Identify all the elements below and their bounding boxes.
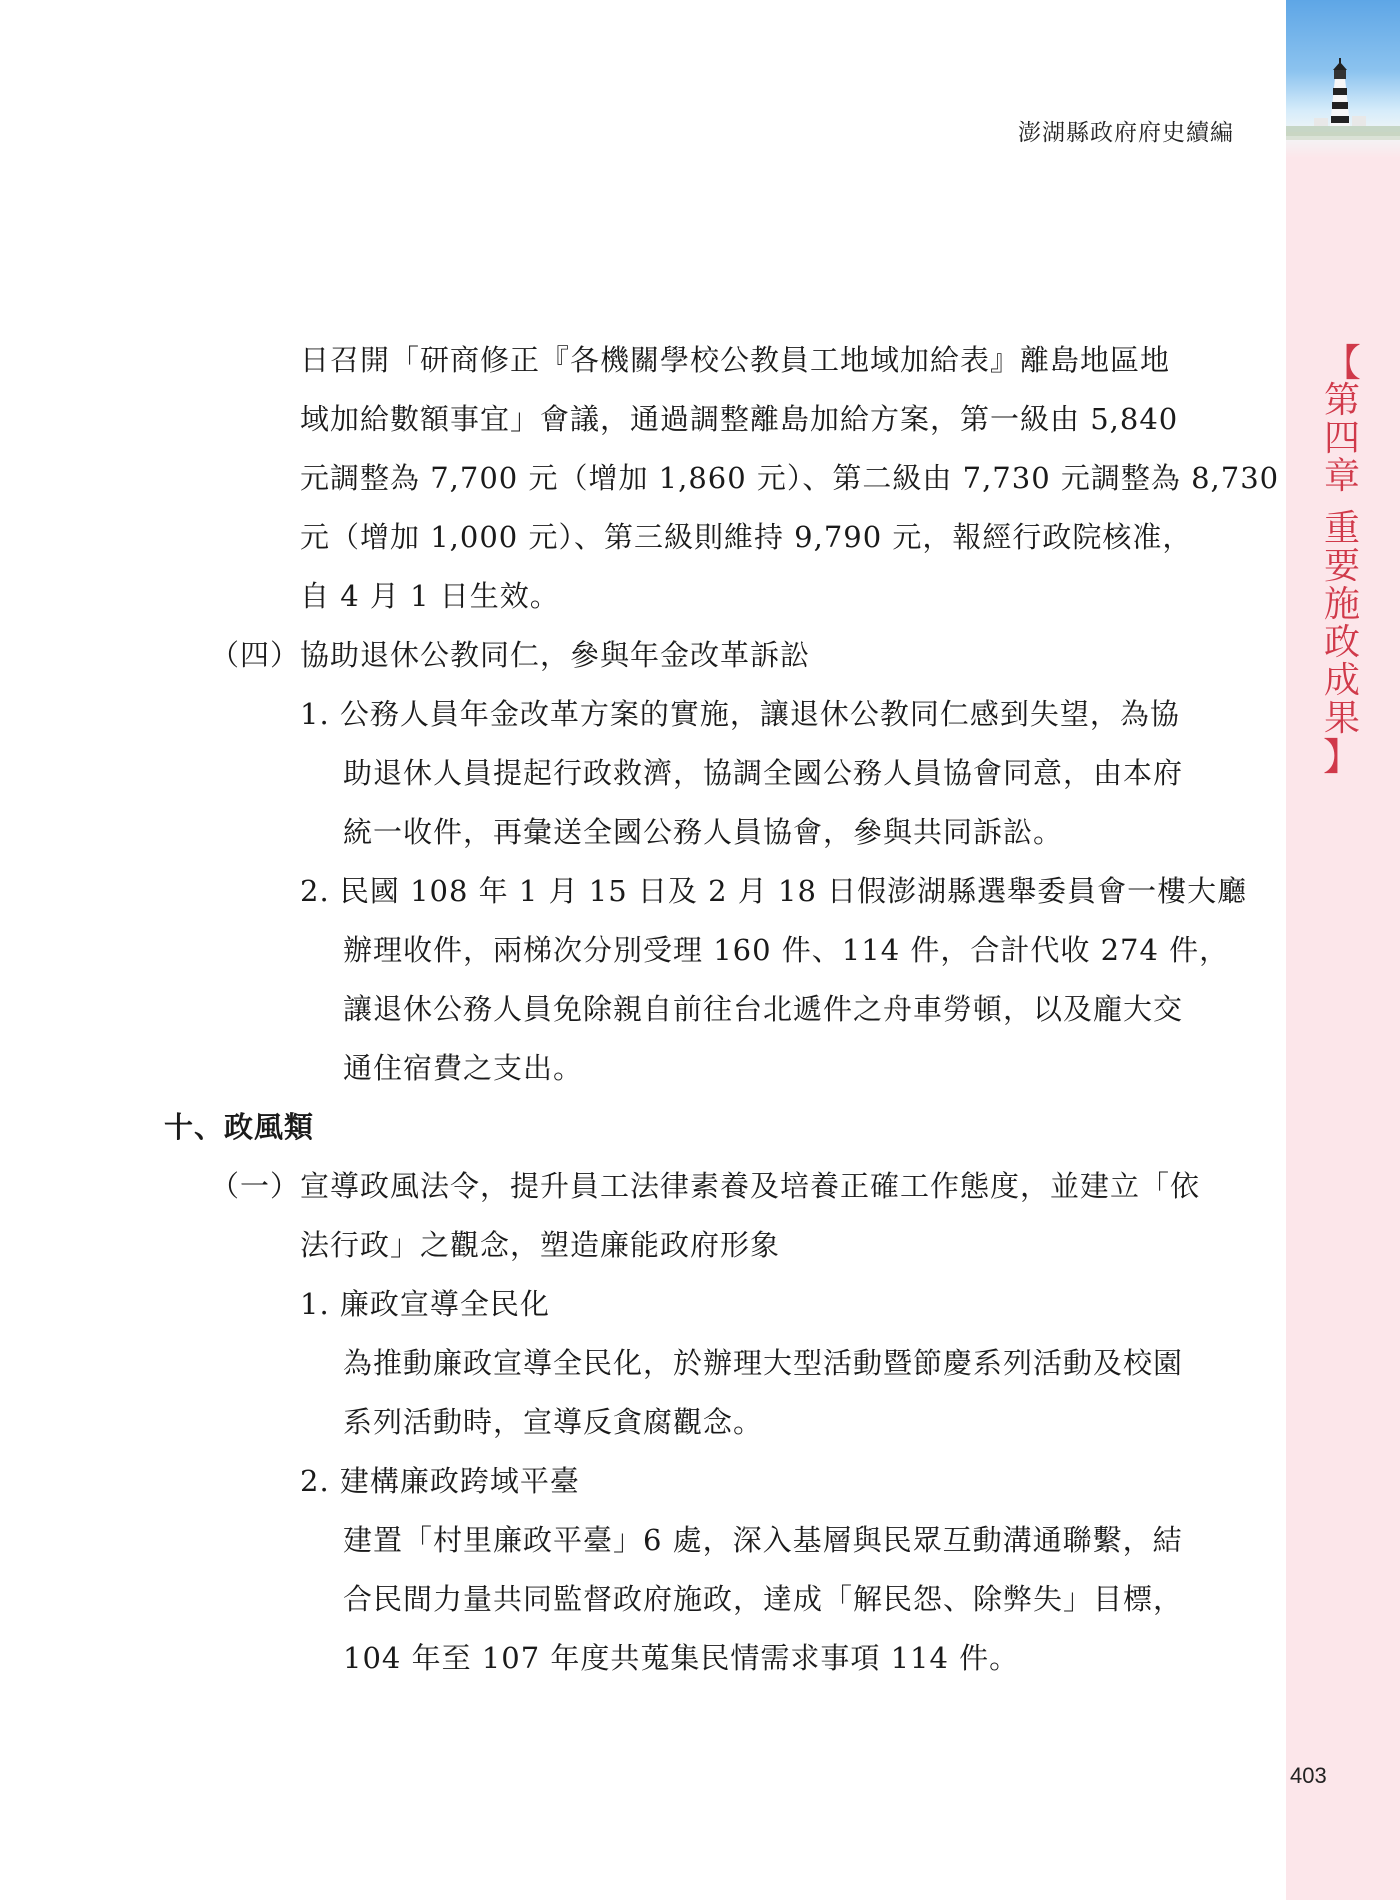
lighthouse-icon [1286,0,1400,158]
chapter-tab-char: 四 [1323,418,1360,459]
list-item-title: 1. 廉政宣導全民化 [300,1287,550,1321]
chapter-section-heading: 十、政風類 [164,1110,315,1144]
chapter-tab-label [1312,341,1372,779]
chapter-tab-char: 要 [1323,546,1360,587]
chapter-tab-char: 成 [1323,660,1360,701]
running-header: 澎湖縣政府府史續編 [1018,120,1234,146]
chapter-tab-char: 政 [1323,622,1360,663]
chapter-side-strip [1286,0,1400,1900]
list-item-line: 1. 公務人員年金改革方案的實施，讓退休公教同仁感到失望，為協 [300,697,1180,731]
list-item-line: 助退休人員提起行政救濟，協調全國公務人員協會同意，由本府 [343,756,1184,790]
chapter-tab-char: 【 [1322,341,1361,385]
list-item-line: 104 年至 107 年度共蒐集民情需求事項 114 件。 [343,1641,1020,1675]
list-item-line: 為推動廉政宣導全民化，於辦理大型活動暨節慶系列活動及校園 [343,1346,1184,1380]
section-heading: （四）協助退休公教同仁，參與年金改革訴訟 [210,638,811,672]
chapter-tab-char: 章 [1323,456,1360,497]
section-heading: （一）宣導政風法令，提升員工法律素養及培養正確工作態度，並建立「依 [210,1169,1201,1203]
chapter-tab-char: 果 [1323,698,1360,739]
chapter-tab-char: 重 [1323,508,1360,549]
list-item-line: 合民間力量共同監督政府施政，達成「解民怨、除弊失」目標， [343,1582,1184,1616]
paragraph-line: 元調整為 7,700 元（增加 1,860 元）、第二級由 7,730 元調整為 8,730 [300,461,1280,495]
paragraph-line: 域加給數額事宜」會議，通過調整離島加給方案，第一級由 5,840 [300,402,1179,436]
lighthouse-photo [1286,0,1400,158]
list-item-line: 通住宿費之支出。 [343,1051,584,1085]
list-item-line: 讓退休公務人員免除親自前往台北遞件之舟車勞頓，以及龐大交 [343,992,1184,1026]
paragraph-line: 日召開「研商修正『各機關學校公教員工地域加給表』離島地區地 [300,343,1171,377]
paragraph-line: 元（增加 1,000 元）、第三級則維持 9,790 元，報經行政院核准， [300,520,1193,554]
paragraph-line: 自 4 月 1 日生效。 [300,579,560,613]
list-item-line: 系列活動時，宣導反貪腐觀念。 [343,1405,764,1439]
list-item-title: 2. 建構廉政跨域平臺 [300,1464,580,1498]
list-item-line: 辦理收件，兩梯次分別受理 160 件、114 件，合計代收 274 件， [343,933,1230,967]
list-item-line: 2. 民國 108 年 1 月 15 日及 2 月 18 日假澎湖縣選舉委員會一樓大廳 [300,874,1248,908]
page-number: 403 [1290,1763,1327,1788]
list-item-line: 建置「村里廉政平臺」6 處，深入基層與民眾互動溝通聯繫，結 [343,1523,1183,1557]
chapter-tab-char: 第 [1323,380,1360,421]
chapter-tab-char: 施 [1323,584,1360,625]
list-item-line: 統一收件，再彙送全國公務人員協會，參與共同訴訟。 [343,815,1064,849]
section-heading: 法行政」之觀念，塑造廉能政府形象 [300,1228,781,1262]
chapter-tab-char: 】 [1322,735,1361,779]
